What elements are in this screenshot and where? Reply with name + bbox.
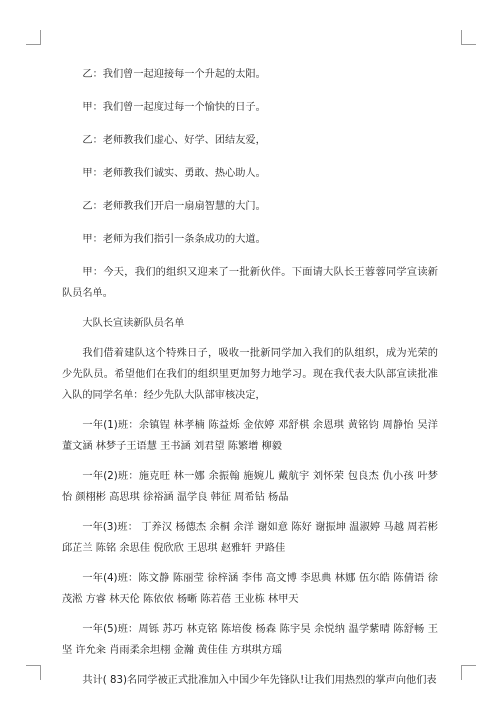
- total-statement: 共计( 83)名同学被正式批准加入中国少年先锋队!让我们用热烈的掌声向他们表: [82, 675, 437, 686]
- corner-mark-bottom-right: [461, 665, 476, 680]
- dialogue-line: 甲：今天，我们的组织又迎来了一批新伙伴。下面请大队长王蓉蓉同学宣读新队员名单。: [62, 267, 438, 299]
- document-body: [62, 64, 438, 691]
- dialogue-line: 乙：我们曾一起迎接每一个升起的太阳。: [82, 69, 266, 80]
- dialogue-line: 甲：我们曾一起度过每一个愉快的日子。: [82, 102, 266, 113]
- corner-mark-bottom-left: [26, 665, 41, 680]
- corner-mark-top-left: [26, 30, 41, 45]
- corner-mark-top-right: [461, 30, 476, 45]
- dialogue-line: 乙：老师教我们开启一扇扇智慧的大门。: [82, 201, 266, 212]
- section-heading: 大队长宣读新队员名单: [82, 318, 185, 329]
- class-roster-3: 一年(3)班： 丁养汉 杨德杰 余桐 余洋 谢如意 陈好 谢振坤 温淑婷 马越 周若彬 邱芷兰 陈铭 余思佳 倪欣欣 王思琪 赵雅轩 尹路佳: [62, 522, 438, 554]
- class-roster-5: 一年(5)班：周铄 苏巧 林克铭 陈培俊 杨森 陈宇昊 余悦纳 温学紫晴 陈舒畅 王坚 许允籴 肖雨柔余坦栩 金瀚 黄佳佳 方琪琪方瑶: [62, 624, 438, 656]
- dialogue-line: 甲：老师为我们指引一条条成功的大道。: [82, 234, 266, 245]
- class-roster-4: 一年(4)班：陈文静 陈丽莹 徐梓涵 李伟 高文博 李思典 林娜 伍尔皓 陈倩语 徐茂淞 方睿 林天伦 陈依依 杨晰 陈若蓓 王业栋 林甲天: [62, 573, 438, 605]
- class-roster-1: 一年(1)班：余镇锃 林孝楠 陈益烁 金依婷 邓舒棋 余恩琪 黄铭钧 周静怡 吴洋 董文涵 林梦子王语慧 王书涵 刘君望 陈繁增 柳毅: [62, 420, 438, 452]
- dialogue-line: 乙：老师教我们虚心、好学、团结友爱，: [82, 135, 266, 146]
- class-roster-2: 一年(2)班：施克旺 林一娜 余振翰 施婉儿 戴航宇 刘怀荣 包良杰 仇小孩 叶梦怡 颜栩彬 高思琪 徐裕涵 温学良 韩征 周希钻 杨晶: [62, 471, 438, 503]
- dialogue-line: 甲：老师教我们诚实、勇敢、热心助人。: [82, 168, 266, 179]
- announcement-paragraph: 我们借着建队这个特殊日子，吸收一批新同学加入我们的队组织，成为光荣的少先队员。希望他们在我们的组织里更加努力地学习。现在我代表大队部宣读批准入队的同学名单：经少先队大队部审核决定，: [62, 348, 438, 401]
